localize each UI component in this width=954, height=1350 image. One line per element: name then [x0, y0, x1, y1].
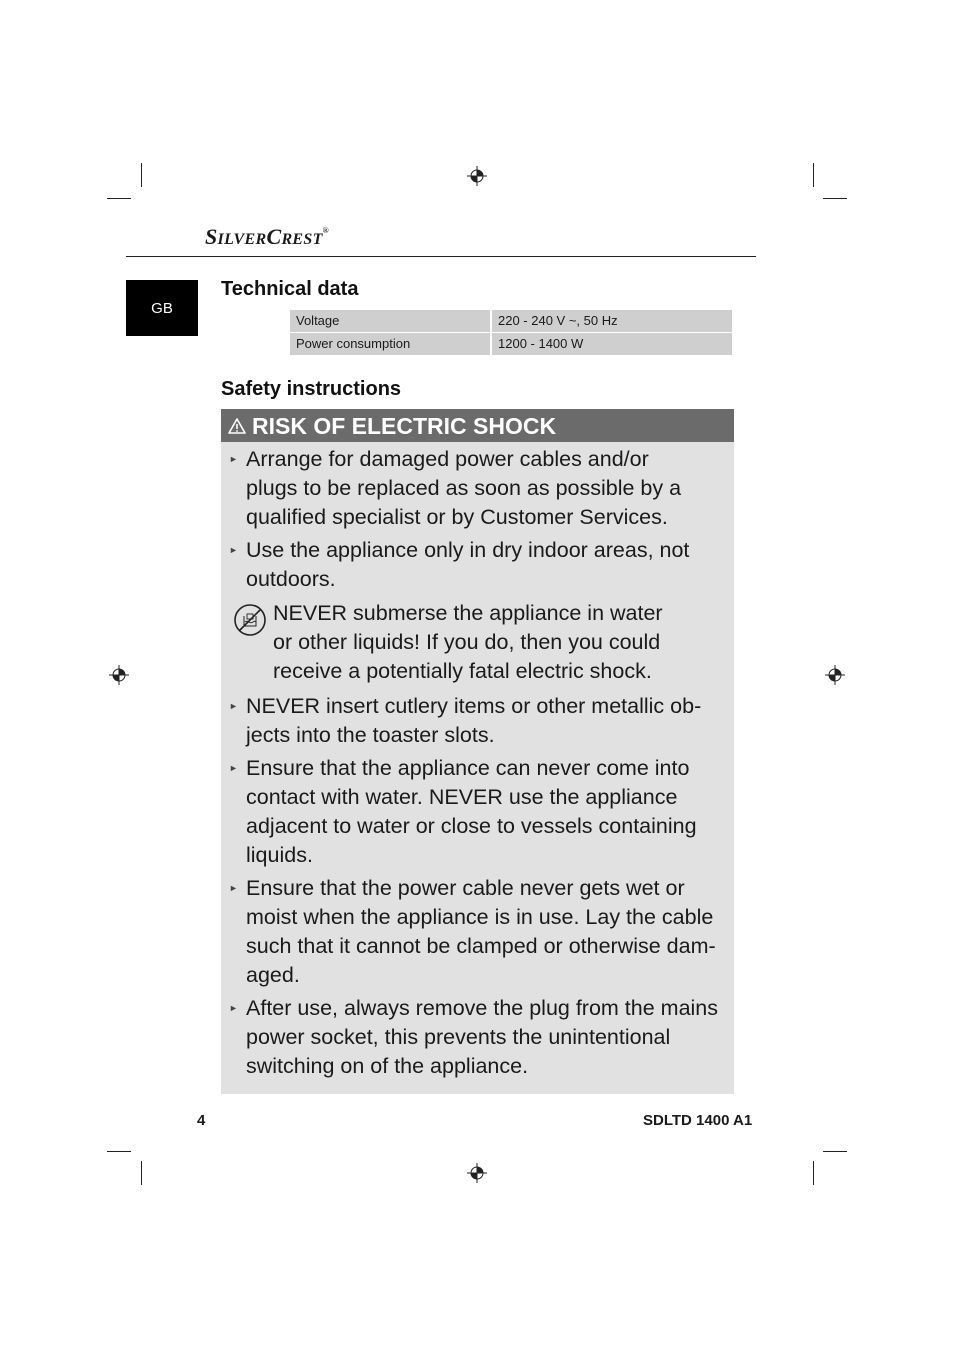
- registration-mark-icon: [467, 166, 487, 186]
- no-submerge-icon: [233, 603, 267, 637]
- warning-title: RISK OF ELECTRIC SHOCK: [252, 413, 557, 439]
- crop-mark: [813, 163, 814, 187]
- warning-header: [221, 409, 734, 442]
- line: ► Ensure that the appliance can never come into: [246, 756, 690, 780]
- list-item: [246, 754, 731, 870]
- line: outdoors.: [246, 567, 336, 591]
- table-cell-label: Voltage: [290, 310, 490, 332]
- list-item: [246, 692, 731, 750]
- line: aged.: [246, 963, 300, 987]
- warning-triangle-icon: [228, 418, 246, 434]
- crop-mark: [107, 198, 131, 199]
- line: liquids.: [246, 843, 313, 867]
- crop-mark: [813, 1161, 814, 1185]
- line: receive a potentially fatal electric shock.: [273, 659, 652, 683]
- list-item: [246, 874, 731, 990]
- language-tab: GB: [126, 280, 198, 336]
- technical-data-table: [290, 310, 732, 356]
- line: adjacent to water or close to vessels containing: [246, 814, 697, 838]
- line: contact with water. NEVER use the appliance: [246, 785, 678, 809]
- crop-mark: [141, 163, 142, 187]
- line: or other liquids! If you do, then you could: [273, 630, 661, 654]
- table-row: [290, 333, 732, 355]
- line: such that it cannot be clamped or otherwise dam-: [246, 934, 716, 958]
- table-row: [290, 310, 732, 332]
- list-item: [246, 445, 731, 532]
- technical-data-heading: Technical data: [221, 278, 359, 300]
- safety-instructions-heading: Safety instructions: [221, 378, 402, 400]
- registration-mark-icon: [109, 665, 129, 685]
- line: power socket, this prevents the unintentional: [246, 1025, 671, 1049]
- list-item: [273, 599, 718, 686]
- table-cell-value: 1200 - 1400 W: [492, 333, 732, 355]
- crop-mark: [823, 1151, 847, 1152]
- list-item: [246, 994, 731, 1081]
- brand-logo: SILVERCREST®: [205, 224, 329, 249]
- crop-mark: [141, 1161, 142, 1185]
- line: NEVER submerse the appliance in water: [273, 601, 663, 625]
- line: qualified specialist or by Customer Services.: [246, 505, 668, 529]
- line: switching on of the appliance.: [246, 1054, 529, 1078]
- list-item: [246, 536, 731, 594]
- registration-mark-icon: [825, 665, 845, 685]
- line: ► Use the appliance only in dry indoor areas, not: [246, 538, 690, 562]
- table-cell-value: 220 - 240 V ~, 50 Hz: [492, 310, 732, 332]
- crop-mark: [823, 198, 847, 199]
- model-number: SDLTD 1400 A1: [643, 1112, 753, 1129]
- line: plugs to be replaced as soon as possible by a: [246, 476, 682, 500]
- warning-box: [221, 409, 734, 1094]
- table-cell-label: Power consumption: [290, 333, 490, 355]
- line: moist when the appliance is in use. Lay the cable: [246, 905, 714, 929]
- line: ► NEVER insert cutlery items or other metallic ob-: [246, 694, 702, 718]
- line: ► After use, always remove the plug from the mains: [246, 996, 719, 1020]
- line: ► Ensure that the power cable never gets wet or: [246, 876, 685, 900]
- crop-mark: [107, 1151, 131, 1152]
- line: ► Arrange for damaged power cables and/or: [246, 447, 649, 471]
- registration-mark-icon: [467, 1163, 487, 1183]
- line: jects into the toaster slots.: [246, 723, 495, 747]
- page-number: 4: [197, 1112, 206, 1129]
- header-divider: [126, 256, 756, 257]
